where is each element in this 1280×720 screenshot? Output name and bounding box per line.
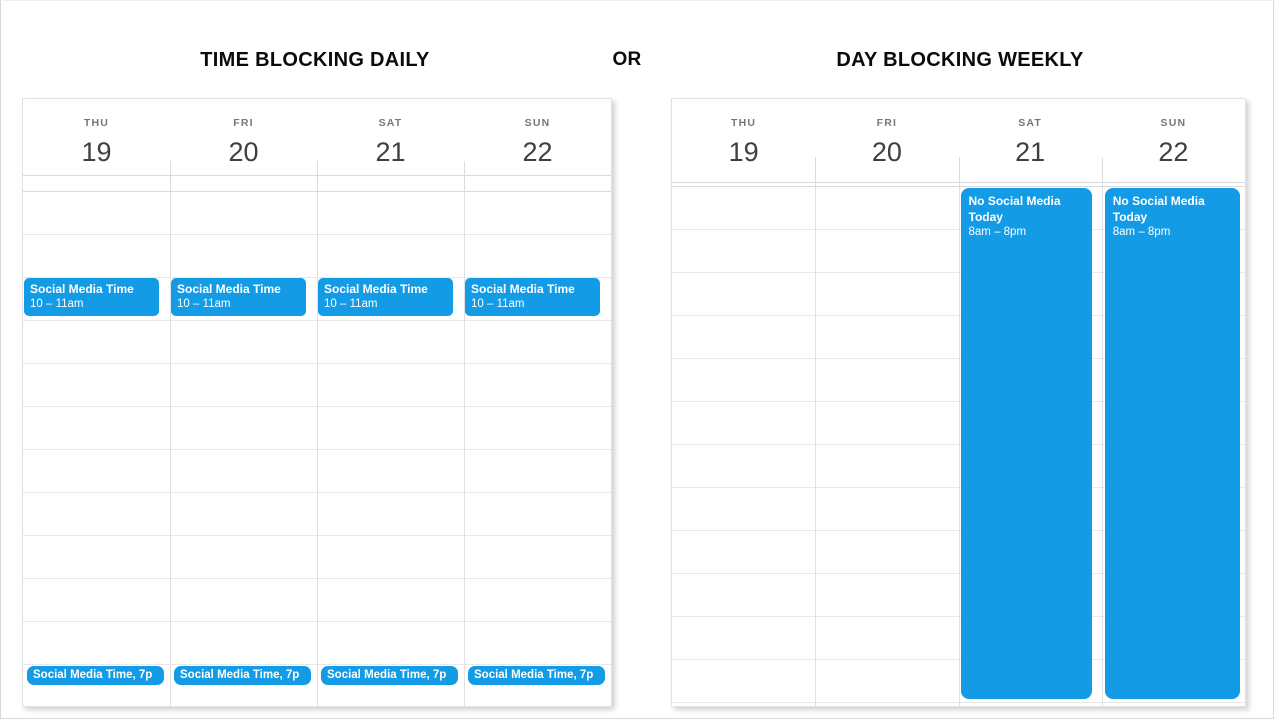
event-social-media-time-7p-fri[interactable]: Social Media Time, 7p bbox=[174, 666, 311, 685]
day-header-thu[interactable] bbox=[23, 99, 170, 168]
day-header-sat[interactable] bbox=[317, 99, 464, 168]
event-time: 10 – 11am bbox=[324, 298, 378, 310]
column-grid-line bbox=[959, 187, 960, 706]
event-time: 8am – 8pm bbox=[968, 226, 1027, 238]
event-title: Social Media Time bbox=[177, 282, 281, 296]
event-title: Social Media Time bbox=[324, 282, 428, 296]
column-grid-line bbox=[317, 192, 318, 706]
column-grid-line bbox=[170, 192, 171, 706]
day-number[interactable]: 22 bbox=[522, 137, 553, 167]
day-header-sun[interactable] bbox=[1102, 99, 1245, 168]
event-social-media-time-7p-sat[interactable]: Social Media Time, 7p bbox=[321, 666, 458, 685]
day-header-thu[interactable] bbox=[672, 99, 815, 168]
header-column-divider bbox=[317, 161, 318, 192]
column-grid-line bbox=[1102, 187, 1103, 706]
day-name: SAT bbox=[378, 117, 403, 129]
day-number[interactable]: 20 bbox=[871, 137, 902, 167]
or-label: OR bbox=[612, 49, 642, 70]
header-column-divider bbox=[170, 161, 171, 192]
event-time: 10 – 11am bbox=[471, 298, 525, 310]
day-header-sat[interactable] bbox=[959, 99, 1102, 168]
event-social-media-time-thu[interactable] bbox=[24, 278, 159, 316]
allday-row-divider bbox=[672, 182, 1245, 183]
event-time: 10 – 11am bbox=[30, 298, 84, 310]
event-social-media-time-7p-sun[interactable]: Social Media Time, 7p bbox=[468, 666, 605, 685]
day-number[interactable]: 21 bbox=[1015, 137, 1046, 167]
day-number[interactable]: 19 bbox=[728, 137, 759, 167]
event-title: No Social Media Today bbox=[1112, 194, 1205, 224]
day-name: FRI bbox=[876, 117, 898, 129]
event-no-social-media-today-sat[interactable] bbox=[961, 188, 1092, 699]
event-title: Social Media Time bbox=[30, 282, 134, 296]
event-social-media-time-sat[interactable] bbox=[318, 278, 453, 316]
event-time: 10 – 11am bbox=[177, 298, 231, 310]
event-social-media-time-7p-thu[interactable]: Social Media Time, 7p bbox=[27, 666, 164, 685]
day-header-fri[interactable] bbox=[170, 99, 317, 168]
time-blocking-daily-calendar bbox=[22, 98, 612, 707]
allday-row-divider bbox=[23, 175, 611, 176]
column-grid-line bbox=[464, 192, 465, 706]
day-blocking-weekly-calendar bbox=[671, 98, 1246, 707]
event-time: 8am – 8pm bbox=[1112, 226, 1171, 238]
day-number[interactable]: 21 bbox=[375, 137, 406, 167]
column-grid-line bbox=[815, 187, 816, 706]
event-title: Social Media Time bbox=[471, 282, 575, 296]
day-number[interactable]: 22 bbox=[1158, 137, 1189, 167]
day-name: SAT bbox=[1018, 117, 1043, 129]
day-name: SUN bbox=[1160, 117, 1187, 129]
hour-grid bbox=[23, 192, 611, 706]
day-name: THU bbox=[83, 117, 110, 129]
day-name: SUN bbox=[524, 117, 551, 129]
header-column-divider bbox=[464, 161, 465, 192]
event-social-media-time-fri[interactable] bbox=[171, 278, 306, 316]
day-header-sun[interactable] bbox=[464, 99, 611, 168]
event-social-media-time-sun[interactable] bbox=[465, 278, 600, 316]
day-name: THU bbox=[731, 117, 757, 129]
left-calendar-title: TIME BLOCKING DAILY bbox=[200, 49, 430, 71]
event-no-social-media-today-sun[interactable] bbox=[1105, 188, 1240, 699]
event-title: No Social Media Today bbox=[968, 194, 1061, 224]
day-number[interactable]: 19 bbox=[81, 137, 112, 167]
day-number[interactable]: 20 bbox=[228, 137, 259, 167]
day-header-fri[interactable] bbox=[815, 99, 958, 168]
right-calendar-title: DAY BLOCKING WEEKLY bbox=[836, 49, 1084, 71]
hour-grid bbox=[672, 187, 1245, 706]
day-name: FRI bbox=[233, 117, 254, 129]
